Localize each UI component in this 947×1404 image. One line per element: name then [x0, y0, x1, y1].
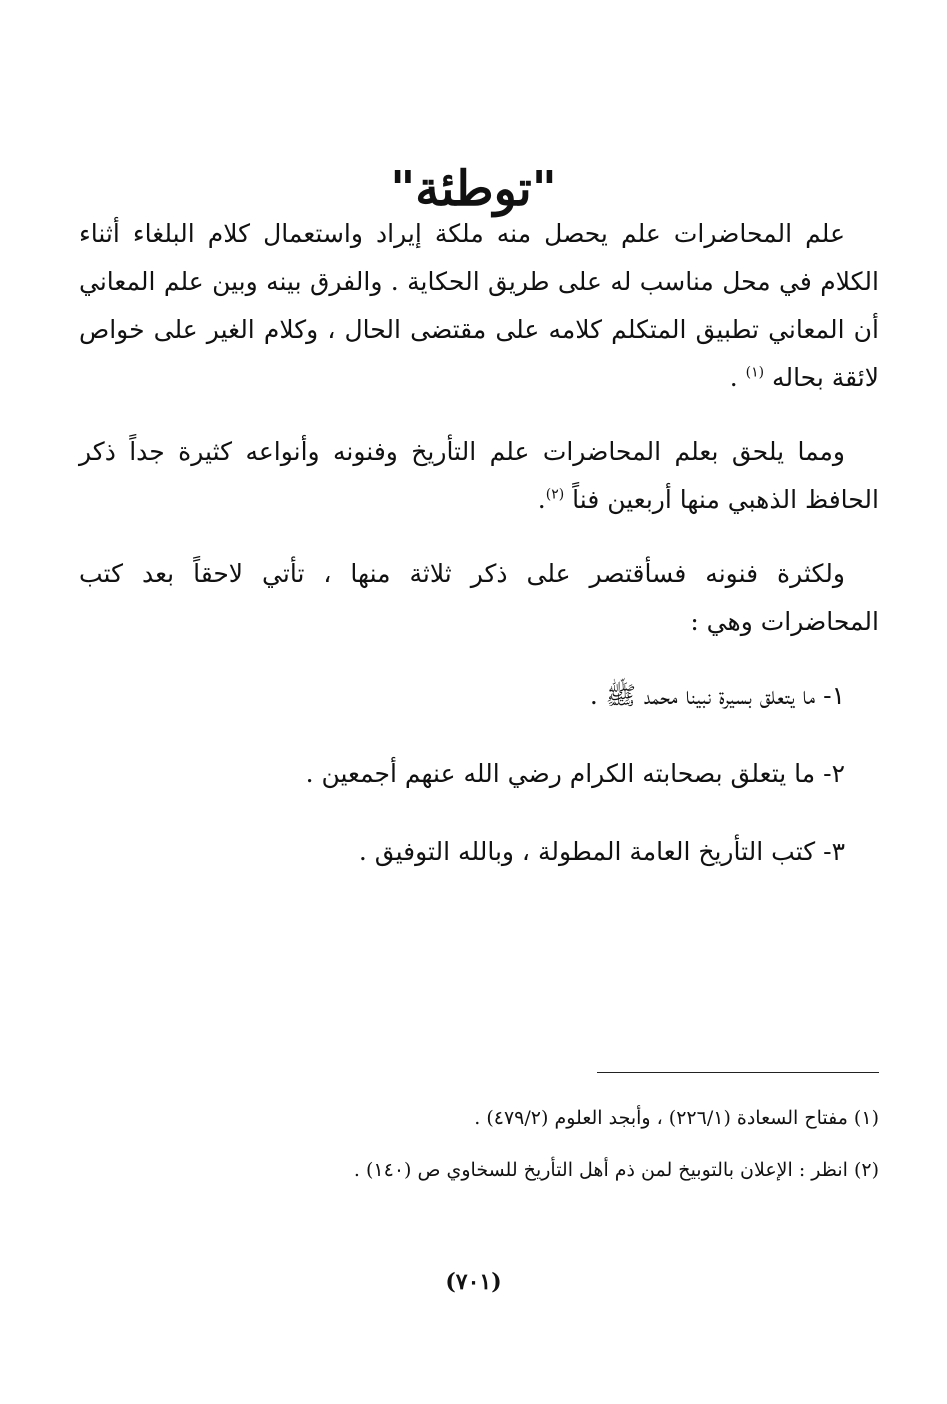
paragraph-text: علم المحاضرات علم يحصل منه ملكة إيراد واستعمال كلام البلغاء أثناء الكلام في محل مناسب له على طريق الحكاية . والفرق بينه وبين علم المعاني أن المعاني تطبيق المتكلم كلامه على مقتضى الحال ، وكلام الغير على خواص لائقة بحاله — [79, 219, 879, 392]
footnote-2: (٢) انظر : الإعلان بالتوبيخ لمن ذم أهل التأريخ للسخاوي ص (١٤٠) . — [353, 1159, 879, 1181]
list-item: ١- ما يتعلق بسيرة نبينا محمد ﷺ . — [589, 681, 845, 710]
paragraph-text: ومما يلحق بعلم المحاضرات علم التأريخ وفنونه وأنواعه كثيرة جداً ذكر الحافظ الذهبي منها أربعين فناً — [79, 437, 879, 514]
paragraph-history — [79, 428, 879, 524]
footnote-divider — [597, 1072, 879, 1073]
list-item: ٢- ما يتعلق بصحابته الكرام رضي الله عنهم أجمعين . — [305, 759, 845, 788]
paragraph-intro-list — [79, 550, 879, 646]
page-title: "توطئة" — [390, 161, 557, 218]
footnote-ref-1: (١) — [745, 364, 765, 381]
body-text — [79, 210, 879, 906]
paragraph-text: ولكثرة فنونه فسأقتصر على ذكر ثلاثة منها ، تأتي لاحقاً بعد كتب المحاضرات وهي : — [79, 559, 879, 636]
paragraph-end: . — [729, 363, 746, 392]
footnotes — [79, 1092, 879, 1196]
topics-list — [79, 672, 879, 876]
footnote-ref-2: (٢) — [545, 486, 565, 503]
paragraph-definition — [79, 210, 879, 402]
paragraph-end: . — [537, 485, 546, 514]
footnote-1: (١) مفتاح السعادة (٢٢٦/١) ، وأبجد العلوم (٤٧٩/٢) . — [474, 1107, 879, 1129]
list-item: ٣- كتب التأريخ العامة المطولة ، وبالله التوفيق . — [358, 837, 845, 866]
page-number: (٧٠١) — [445, 1269, 502, 1295]
